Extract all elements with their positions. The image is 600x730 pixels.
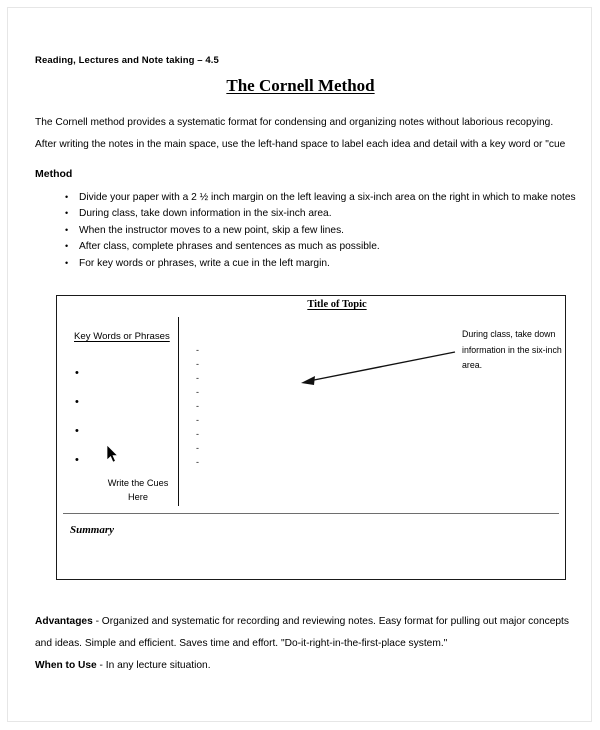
list-item: • After class, complete phrases and sentences as much as possible. (35, 239, 592, 255)
cornell-diagram (56, 295, 566, 580)
method-heading: Method (35, 168, 73, 180)
page-title: The Cornell Method (226, 76, 375, 95)
list-item: • For key words or phrases, write a cue in the left margin. (35, 256, 592, 272)
advantages-label: Advantages (35, 616, 93, 627)
list-item: • Divide your paper with a 2 ½ inch margin on the left leaving a six-inch area on the right in which to make notes (35, 190, 592, 206)
cue-bullet: • (75, 454, 79, 466)
cue-footer-line-2: Here (128, 492, 148, 502)
note-dash: - (196, 387, 199, 397)
note-dash: - (196, 429, 199, 439)
note-dash: - (196, 401, 199, 411)
note-dash: - (196, 345, 199, 355)
advantages-line-1 (35, 611, 592, 633)
list-item: • During class, take down information in the six-inch area. (35, 206, 592, 222)
intro-line-1: The Cornell method provides a systematic format for condensing and organizing notes without laborious recopying. (35, 117, 554, 128)
summary-label: Summary (70, 524, 115, 536)
cue-bullet: • (75, 396, 79, 408)
annotation-arrow-icon (57, 296, 567, 581)
when-to-use-paragraph (35, 655, 592, 677)
when-to-use-label: When to Use (35, 660, 97, 671)
cue-footer-line-1: Write the Cues (107, 478, 169, 488)
advantages-line-2: and ideas. Simple and efficient. Saves time and effort. "Do-it-right-in-the-first-place system." (35, 638, 448, 649)
note-dash: - (196, 373, 199, 383)
intro-paragraph (35, 112, 592, 156)
breadcrumb: Reading, Lectures and Note taking – 4.5 (35, 55, 219, 66)
topic-title: Title of Topic (307, 299, 367, 310)
document-content (8, 8, 592, 722)
method-bullet-list (35, 190, 592, 272)
when-to-use-text: - In any lecture situation. (96, 660, 211, 671)
cue-bullet: • (75, 425, 79, 437)
intro-line-2: After writing the notes in the main space, use the left-hand space to label each idea and detail with a key word or "cue (35, 139, 566, 150)
diagram-annotation: During class, take down information in the six-inch area. (462, 329, 562, 370)
list-item: • When the instructor moves to a new point, skip a few lines. (35, 223, 592, 239)
document-page (7, 7, 592, 722)
when-to-use-line (35, 655, 592, 677)
note-dash: - (196, 443, 199, 453)
cue-bullet: • (75, 367, 79, 379)
cue-column-heading: Key Words or Phrases (74, 331, 170, 342)
advantages-paragraph (35, 611, 592, 655)
note-dash: - (196, 457, 199, 467)
note-dash: - (196, 415, 199, 425)
note-dash: - (196, 359, 199, 369)
advantages-line-1-text: - Organized and systematic for recording and reviewing notes. Easy format for pulling out major concepts (92, 616, 569, 627)
